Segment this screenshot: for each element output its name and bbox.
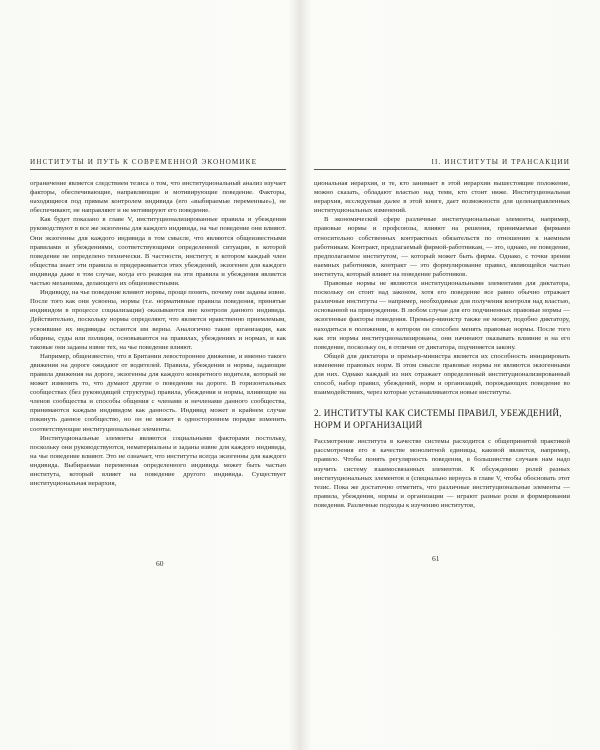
left-body-text: [30, 179, 286, 488]
left-paragraph: Например, общеизвестно, что в Британии левостороннее движение, и именно такого движения на дороге ожидают от водителей. Правила, убеждения и нормы, задающие правила движения на дороге, экзогенны для каждого конкретного водителя, который не может изменить то, что думают другие о поведении на дороге. В горизонтальных сообществах (без руководящей структуры) правила, убеждения и нормы, влияющие на членов сообщества и способы общения с членами и нечленами данного сообщества, принимаются каждым индивидом как данность. Индивид может в крайнем случае покинуть данное сообщество, но он не может в одностороннем порядке изменить соответствующие институциональные элементы.: [30, 352, 286, 433]
left-paragraph: Как будет показано в главе V, институционализированные правила и убеждения руководствуют в все же экзогенны для каждого индивида, на чье поведение они влияют. Они экзогенны для каждого индивида в том смысле, что являются общеизвестными правилами и убеждениями, соответствующими определенной ситуации, в которой поведение не определено технически. В частности, институт, в котором каждый член общества знает эти правила и придерживается этих убеждений, экзогенен для каждого индивида даже в том случае, когда его реакция на эти правила и убеждения является частью механизма, делающего их общеизвестными.: [30, 216, 286, 288]
right-paragraph: В экономической сфере различные институциональные элементы, например, правовые нормы и профсоюзы, влияют на решения, принимаемые фирмами относительно собственных контрактных обязательств по отношению к наемным работникам. Контракт, предлагаемый фирмой-работникам, — это, однако, не поведение, предполагаемое институтом, — который может быть фирма. Однако, с точки зрения наемных работников, контракт — это формулирование правил, являющейся частью института, который влияет на поведение работников.: [314, 216, 570, 278]
right-paragraph: Общей для диктатора и премьер-министра является их способность инициировать изменение правовых норм. В этом смысле правовые нормы не являются экзогенными для них. Однако каждый из них отражает определенный институционализированный способ, набор правил, убеждений, норм и организаций, порождающих поведение во взаимодействиях, через которые устанавливаются новые институты.: [314, 352, 570, 397]
left-paragraph: ограничение является следствием тезиса о том, что институциональный анализ изучает факторы, обеспечивающие, направляющие и мотивирующие поведение. Факторы, находящиеся под прямым контролем индивида (его «выбираемые переменные»), не обеспечивают, не направляют и не мотивируют его поведение.: [30, 180, 286, 215]
right-running-head: II. ИНСТИТУТЫ И ТРАНСАКЦИИ: [314, 158, 570, 170]
right-page: [314, 158, 570, 510]
left-page: [30, 158, 286, 488]
right-paragraph: циональная иерархия, и те, кто занимает в этой иерархии вышестоящие положение, можно сказать, обладают властью над теми, кто стоит ниже. Институциональная иерархия, исследуемая далее в этой книге, дает возможности для целенаправленных институциональных изменений.: [314, 180, 570, 215]
right-paragraph: Правовые нормы не являются институциональными элементами для диктатора, поскольку он стоит над законом, хотя его поведение все равно обычно отражает различные институты — например, необходимые для получения контроля над властью, основанной на принуждении. В любом случае для его подчиненных правовые нормы — экзогенные факторы поведения. Премьер-министр также не может, подобно диктатору, находиться в положении, в котором он способен менять правовые нормы. После того как эти нормы институционализированы, они начинают оказывать влияние и на его поведение, поскольку он, в отличие от диктатора, подчиняется закону.: [314, 280, 570, 351]
section-heading: 2. ИНСТИТУТЫ КАК СИСТЕМЫ ПРАВИЛ, УБЕЖДЕНИЙ, НОРМ И ОРГАНИЗАЦИЙ: [314, 408, 562, 431]
right-page-number: 61: [432, 554, 440, 563]
left-page-number: 60: [156, 559, 164, 568]
left-running-head: ИНСТИТУТЫ И ПУТЬ К СОВРЕМЕННОЙ ЭКОНОМИКЕ: [30, 158, 286, 170]
left-paragraph: Институциональные элементы являются социальными факторами постольку, поскольку они руководствуются, нематериальны и заданы извне для каждого индивида, на чье поведение влияют. Это не означает, что институты всегда экзогенны для каждого индивида. Выбираемая переменная определенного индивида может быть частью института, который влияет на поведение другого индивида. Существует институциональная иерархия,: [30, 434, 286, 488]
left-paragraph: Индивиду, на чье поведение влияют нормы, проще понять, почему они заданы извне. После того как они усвоены, нормы (т.е. нормативные правила поведения, принятые индивидом в процессе социализации) оказываются вне контроля данного индивида. Действительно, поскольку нормы определяют, что является нравственно приемлемым, усвоившие их индивиды остаются им верны. Аналогично такие организации, как общины, суды или полиция, основываются на правилах, убеждениях и нормах, и как таковые они заданы извне тех, на чье поведение влияют.: [30, 289, 286, 351]
right-paragraph: Рассмотрение института в качестве системы расходится с общепринятой практикой рассмотрения его в качестве монолитной единицы, каковой является, например, правило. Чтобы понять регулярность поведения, в большинстве случаев нам надо изучить систему взаимосвязанных элементов. К обсуждению ролей разных институциональных элементов я (специально вернусь в главе V, чтобы обосновать этот тезис. Пока же достаточно отметить, что различные институциональные элементы — правила, убеждения, нормы и организации — играют разные роли в формировании поведения. Различные подходы к изучению институтов,: [314, 438, 570, 509]
right-body-text: [314, 179, 570, 510]
